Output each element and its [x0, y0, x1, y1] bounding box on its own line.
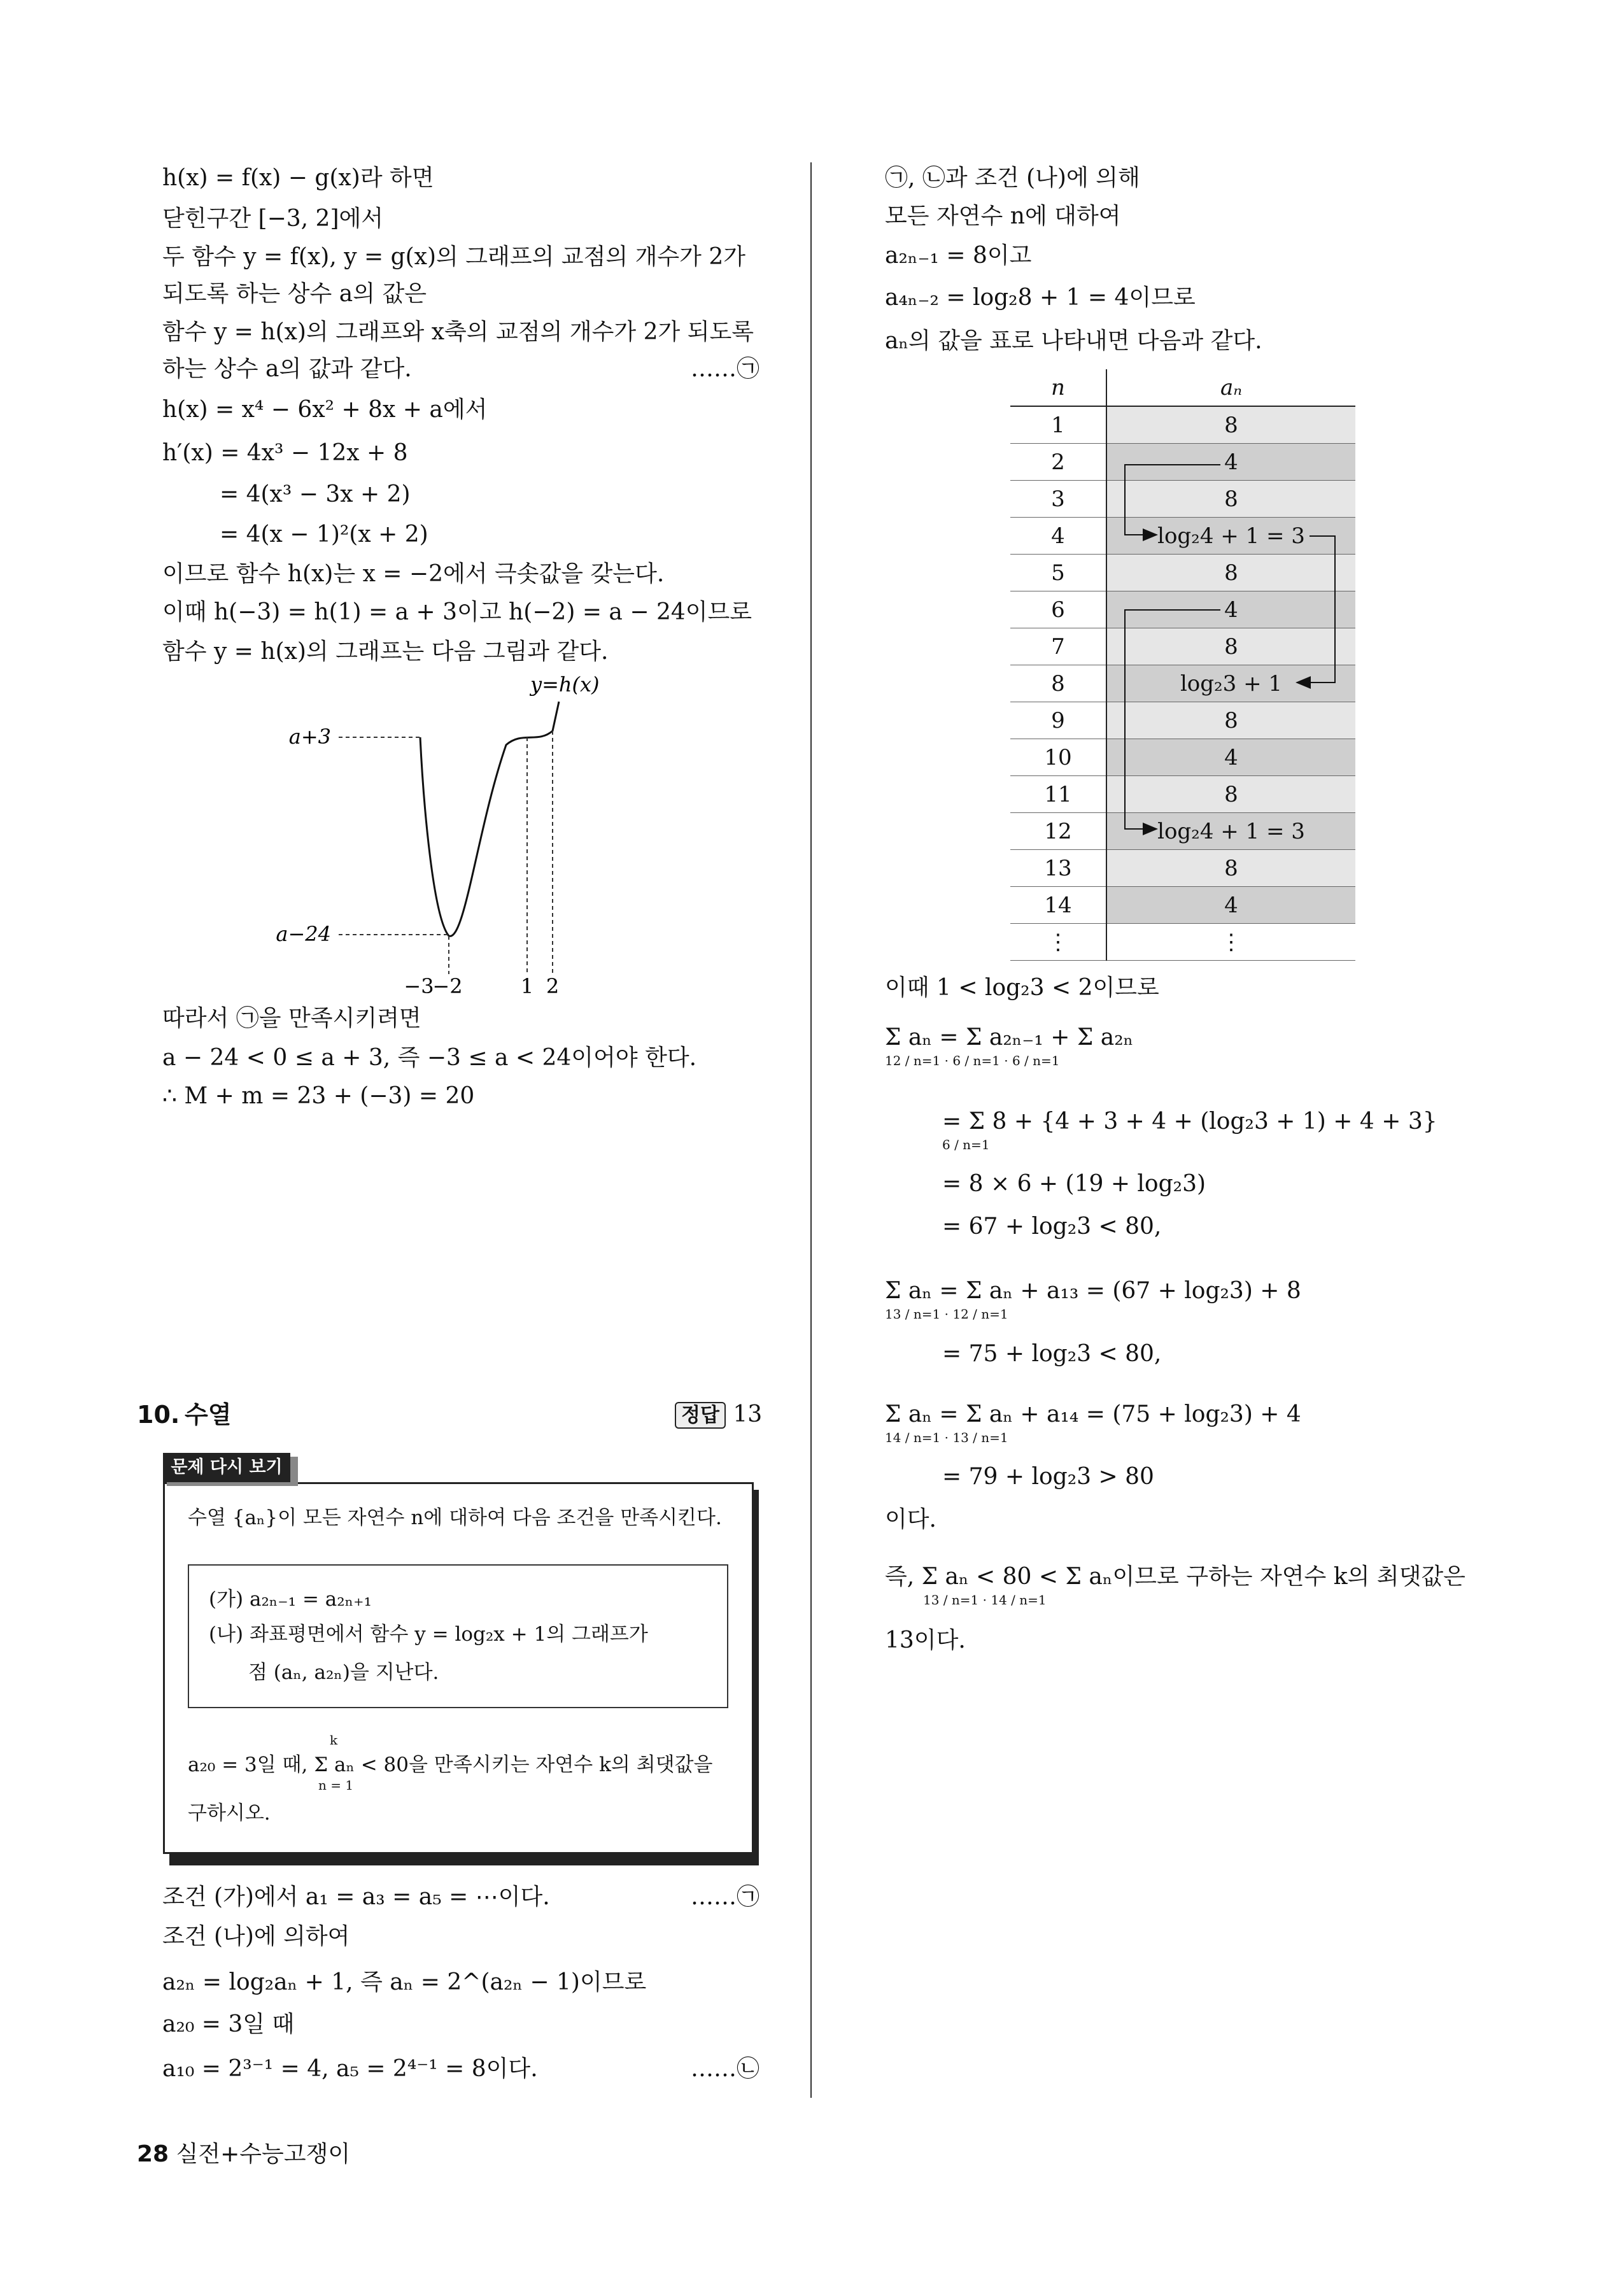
table-cell-an: 8: [1106, 850, 1355, 887]
table-header: n: [1010, 369, 1106, 406]
table-cell-an: 8: [1106, 628, 1355, 665]
page-number: 28: [137, 2141, 169, 2167]
text-line: 조건 (가)에서 a₁ = a₃ = a₅ = ⋯이다.: [162, 1884, 550, 1910]
table-cell-an: 8: [1106, 776, 1355, 813]
table-row: [1010, 776, 1355, 813]
text-line: 함수 y = h(x)의 그래프와 x축의 교점의 개수가 2가 되도록: [162, 319, 754, 345]
table-cell-an: 8: [1106, 406, 1355, 444]
text-line: 이다.: [885, 1506, 936, 1532]
condition-na: (나) 좌표평면에서 함수 y = log₂x + 1의 그래프가: [209, 1623, 648, 1646]
equation: = 79 + log₂3 > 80: [942, 1464, 1154, 1490]
table-cell-n: 11: [1010, 776, 1106, 813]
text-line: 이때 h(−3) = h(1) = a + 3이고 h(−2) = a − 24이므로: [162, 599, 752, 625]
y-label-top: a+3: [288, 725, 331, 749]
sum-limits: 12 / n=1 · 6 / n=1 · 6 / n=1: [885, 1053, 1060, 1068]
equation: = 75 + log₂3 < 80,: [942, 1341, 1162, 1367]
table-cell-n: 6: [1010, 591, 1106, 628]
sum-limits: 13 / n=1 · 14 / n=1: [923, 1592, 1047, 1608]
text-line: 13이다.: [885, 1627, 966, 1653]
table-cell-an: log₂4 + 1 = 3: [1106, 813, 1355, 850]
condition-ga: (가) a₂ₙ₋₁ = a₂ₙ₊₁: [209, 1588, 372, 1611]
table-cell-n: 1: [1010, 406, 1106, 444]
table-row: [1010, 406, 1355, 444]
table-cell-n: 2: [1010, 444, 1106, 481]
table-cell-an: 4: [1106, 887, 1355, 924]
text-line: a − 24 < 0 ≤ a + 3, 즉 −3 ≤ a < 24이어야 한다.: [162, 1045, 697, 1071]
text-line: 이므로 함수 h(x)는 x = −2에서 극솟값을 갖는다.: [162, 561, 665, 587]
text-line: a₂ₙ = log₂aₙ + 1, 즉 aₙ = 2^(a₂ₙ − 1)이므로: [162, 1969, 647, 1995]
sum-limits: 14 / n=1 · 13 / n=1: [885, 1430, 1008, 1445]
problem-intro: 수열 {aₙ}이 모든 자연수 n에 대하여 다음 조건을 만족시킨다.: [188, 1506, 722, 1529]
text-line: 닫힌구간 [−3, 2]에서: [162, 206, 384, 232]
table-cell-an: 8: [1106, 481, 1355, 518]
table-cell-n: 14: [1010, 887, 1106, 924]
problem-question-end: 구하시오.: [188, 1802, 271, 1825]
table-row: [1010, 591, 1355, 628]
table-row: [1010, 924, 1355, 961]
x-tick: 1: [520, 974, 534, 998]
reference-mark: ……㉠: [691, 356, 760, 382]
sequence-table: [1010, 369, 1355, 961]
text-line: 조건 (나)에 의하여: [162, 1923, 350, 1949]
graph-curve: [420, 702, 559, 936]
equation: = Σ 8 + {4 + 3 + 4 + (log₂3 + 1) + 4 + 3}: [942, 1108, 1437, 1135]
text-line: 따라서 ㉠을 만족시키려면: [162, 1005, 421, 1031]
table-row: [1010, 850, 1355, 887]
text-line: 하는 상수 a의 값과 같다.: [162, 356, 412, 382]
table-cell-n: 5: [1010, 555, 1106, 591]
answer-value: 13: [733, 1401, 763, 1427]
text-line: 모든 자연수 n에 대하여: [885, 203, 1121, 229]
x-tick: −3: [404, 974, 434, 998]
table-header: aₙ: [1106, 369, 1355, 406]
equation: = 8 × 6 + (19 + log₂3): [942, 1171, 1206, 1197]
x-tick: 2: [546, 974, 560, 998]
table-row: [1010, 887, 1355, 924]
table-cell-n: 3: [1010, 481, 1106, 518]
table-cell-n: 8: [1010, 665, 1106, 702]
text-line: a₂ₙ₋₁ = 8이고: [885, 243, 1032, 269]
table-cell-n: 4: [1010, 518, 1106, 555]
y-label-bottom: a−24: [276, 922, 331, 946]
reference-mark: ……㉠: [691, 1884, 760, 1910]
sum-limits: 6 / n=1: [942, 1137, 990, 1152]
text-line: ㉠, ㉡과 조건 (나)에 의해: [885, 165, 1140, 191]
table-cell-n: 13: [1010, 850, 1106, 887]
table-row: [1010, 555, 1355, 591]
text-line: 되도록 하는 상수 a의 값은: [162, 281, 427, 307]
table-row: [1010, 628, 1355, 665]
answer-line: [675, 1401, 762, 1429]
equation: Σ aₙ = Σ aₙ + a₁₄ = (75 + log₂3) + 4: [885, 1401, 1301, 1427]
table-row: [1010, 739, 1355, 776]
sum-limits: 13 / n=1 · 12 / n=1: [885, 1306, 1008, 1322]
curve-label: y=h(x): [530, 672, 600, 697]
table-cell-an: 8: [1106, 555, 1355, 591]
text-line: a₄ₙ₋₂ = log₂8 + 1 = 4이므로: [885, 285, 1196, 311]
table-row: [1010, 813, 1355, 850]
text-line: aₙ의 값을 표로 나타내면 다음과 같다.: [885, 328, 1262, 354]
table-row: [1010, 665, 1355, 702]
function-graph: [276, 672, 630, 1006]
table-cell-n: 10: [1010, 739, 1106, 776]
table-row: [1010, 444, 1355, 481]
table-row: [1010, 518, 1355, 555]
equation: Σ aₙ = Σ aₙ + a₁₃ = (67 + log₂3) + 8: [885, 1278, 1301, 1304]
book-title: 실전+수능고쟁이: [176, 2141, 351, 2167]
page-footer: [137, 2136, 350, 2168]
text-line: h′(x) = 4x³ − 12x + 8: [162, 440, 408, 466]
answer-badge: 정답: [675, 1402, 726, 1429]
section-number: 10.: [137, 1401, 180, 1429]
text-line: 함수 y = h(x)의 그래프는 다음 그림과 같다.: [162, 639, 609, 665]
text-line: a₂₀ = 3일 때: [162, 2011, 295, 2037]
table-cell-n: 7: [1010, 628, 1106, 665]
table-cell-an: log₂4 + 1 = 3: [1106, 518, 1355, 555]
sum-upper-limit: k: [330, 1732, 338, 1748]
column-divider: [810, 162, 812, 2098]
table-cell-an: 4: [1106, 591, 1355, 628]
table-cell-an: ⋮: [1106, 924, 1355, 961]
equation: Σ aₙ = Σ a₂ₙ₋₁ + Σ a₂ₙ: [885, 1024, 1134, 1051]
reference-mark: ……㉡: [691, 2056, 760, 2082]
table-row: [1010, 702, 1355, 739]
table-cell-an: 4: [1106, 739, 1355, 776]
text-line: ∴ M + m = 23 + (−3) = 20: [162, 1083, 475, 1109]
table-cell-an: 8: [1106, 702, 1355, 739]
text-line: = 4(x − 1)²(x + 2): [220, 521, 428, 548]
text-line: h(x) = f(x) − g(x)라 하면: [162, 165, 434, 191]
table-row: [1010, 481, 1355, 518]
condition-na-cont: 점 (aₙ, a₂ₙ)을 지난다.: [248, 1661, 439, 1684]
table-cell-n: 9: [1010, 702, 1106, 739]
text-line: = 4(x³ − 3x + 2): [220, 481, 411, 507]
text-line: 즉, Σ aₙ < 80 < Σ aₙ이므로 구하는 자연수 k의 최댓값은: [885, 1564, 1465, 1590]
text-line: 두 함수 y = f(x), y = g(x)의 그래프의 교점의 개수가 2가: [162, 244, 746, 270]
table-cell-an: 4: [1106, 444, 1355, 481]
sum-lower-limit: n = 1: [318, 1778, 354, 1793]
problem-question: a₂₀ = 3일 때, Σ aₙ < 80을 만족시키는 자연수 k의 최댓값을: [188, 1753, 713, 1776]
text-line: h(x) = x⁴ − 6x² + 8x + a에서: [162, 397, 488, 423]
table-cell-an: log₂3 + 1: [1106, 665, 1355, 702]
text-line: a₁₀ = 2³⁻¹ = 4, a₅ = 2⁴⁻¹ = 8이다.: [162, 2056, 538, 2082]
text-line: 이때 1 < log₂3 < 2이므로: [885, 975, 1159, 1001]
x-tick: −2: [432, 974, 463, 998]
section-title: 수열: [185, 1401, 232, 1429]
table-header-row: [1010, 369, 1355, 406]
table-cell-n: ⋮: [1010, 924, 1106, 961]
problem-tab: 문제 다시 보기: [163, 1453, 290, 1482]
table-cell-n: 12: [1010, 813, 1106, 850]
equation: = 67 + log₂3 < 80,: [942, 1213, 1162, 1240]
